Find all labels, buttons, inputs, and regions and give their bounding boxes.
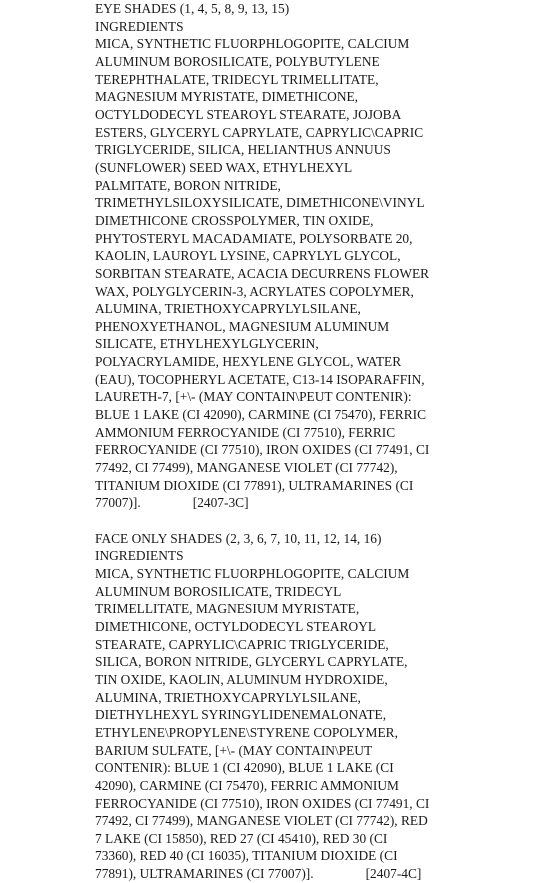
ingredient-line: 42090), CARMINE (CI 75470), FERRIC AMMONIUM [95, 777, 399, 793]
ingredient-line: (SUNFLOWER) SEED WAX, ETHYLHEXYL [95, 159, 353, 175]
ingredient-line: 7 LAKE (CI 15850), RED 27 (CI 45410), RED 30 (CI [95, 830, 388, 846]
ingredient-last-text: 77007)]. [95, 495, 141, 511]
ingredient-line: TEREPHTHALATE, TRIDECYL TRIMELLITATE, [95, 71, 379, 87]
ingredient-line: ALUMINUM BOROSILICATE, TRIDECYL [95, 583, 342, 599]
ingredients-document [95, 0, 540, 883]
ingredient-line: MICA, SYNTHETIC FLUORPHLOGOPITE, CALCIUM [95, 565, 410, 581]
ingredient-line: (EAU), TOCOPHERYL ACETATE, C13-14 ISOPARAFFIN, [95, 371, 425, 387]
ingredients-label: INGREDIENTS [95, 548, 184, 564]
section-heading: EYE SHADES (1, 4, 5, 8, 9, 13, 15) [95, 1, 290, 16]
ingredient-line: KAOLIN, LAUROYL LYSINE, CAPRYLYL GLYCOL, [95, 248, 401, 264]
eye-shades-section [95, 0, 540, 512]
ingredient-lines [95, 565, 540, 883]
ingredient-line: ALUMINA, TRIETHOXYCAPRYLYLSILANE, [95, 689, 361, 705]
ingredient-line: BLUE 1 LAKE (CI 42090), CARMINE (CI 75470), FERRIC [95, 407, 427, 423]
ingredient-line: TRIMELLITATE, MAGNESIUM MYRISTATE, [95, 601, 360, 617]
ingredient-line: PALMITATE, BORON NITRIDE, [95, 177, 281, 193]
ingredient-line: ALUMINA, TRIETHOXYCAPRYLYLSILANE, [95, 301, 361, 317]
ingredient-line: 73360), RED 40 (CI 16035), TITANIUM DIOXIDE (CI [95, 848, 398, 864]
ingredient-line: DIETHYLHEXYL SYRINGYLIDENEMALONATE, [95, 707, 387, 723]
ingredient-line: 77492, CI 77499), MANGANESE VIOLET (CI 77742), [95, 460, 398, 476]
ingredient-line: MAGNESIUM MYRISTATE, DIMETHICONE, [95, 89, 359, 105]
formula-code: [2407-3C] [192, 495, 249, 511]
ingredient-last-line [95, 865, 540, 883]
ingredient-line: WAX, POLYGLYCERIN-3, ACRYLATES COPOLYMER, [95, 283, 414, 299]
ingredient-line: DIMETHICONE, OCTYLDODECYL STEAROYL [95, 618, 377, 634]
ingredient-line: ESTERS, GLYCERYL CAPRYLATE, CAPRYLIC\CAPRIC [95, 124, 424, 140]
ingredient-last-text: 77891), ULTRAMARINES (CI 77007)]. [95, 866, 314, 882]
ingredient-line: STEARATE, CAPRYLIC\CAPRIC TRIGLYCERIDE, [95, 636, 389, 652]
ingredient-line: PHENOXYETHANOL, MAGNESIUM ALUMINUM [95, 318, 390, 334]
ingredient-line: MICA, SYNTHETIC FLUORPHLOGOPITE, CALCIUM [95, 36, 410, 52]
ingredient-line: LAURETH-7, [+\- (MAY CONTAIN\PEUT CONTENIR): [95, 389, 412, 405]
ingredient-line: SILICA, BORON NITRIDE, GLYCERYL CAPRYLATE, [95, 654, 408, 670]
section-heading: FACE ONLY SHADES (2, 3, 6, 7, 10, 11, 12, 14, 16) [95, 530, 382, 546]
ingredient-line: AMMONIUM FERROCYANIDE (CI 77510), FERRIC [95, 424, 396, 440]
ingredient-line: PHYTOSTERYL MACADAMIATE, POLYSORBATE 20, [95, 230, 413, 246]
face-only-shades-section [95, 530, 540, 883]
ingredient-line: POLYACRYLAMIDE, HEXYLENE GLYCOL, WATER [95, 354, 402, 370]
ingredient-line: TITANIUM DIOXIDE (CI 77891), ULTRAMARINES (CI [95, 477, 414, 493]
formula-code: [2407-4C] [365, 866, 422, 882]
ingredient-line: TIN OXIDE, KAOLIN, ALUMINUM HYDROXIDE, [95, 671, 388, 687]
ingredient-line: ETHYLENE\PROPYLENE\STYRENE COPOLYMER, [95, 724, 398, 740]
ingredient-line: FERROCYANIDE (CI 77510), IRON OXIDES (CI 77491, CI [95, 442, 430, 458]
ingredient-line: DIMETHICONE CROSSPOLYMER, TIN OXIDE, [95, 212, 374, 228]
ingredient-line: TRIGLYCERIDE, SILICA, HELIANTHUS ANNUUS [95, 142, 391, 158]
ingredient-line: SILICATE, ETHYLHEXYLGLYCERIN, [95, 336, 319, 352]
ingredients-label: INGREDIENTS [95, 18, 184, 34]
ingredient-line: 77492, CI 77499), MANGANESE VIOLET (CI 77742), RED [95, 813, 428, 829]
ingredient-line: SORBITAN STEARATE, ACACIA DECURRENS FLOWER [95, 265, 430, 281]
ingredient-last-line [95, 494, 540, 512]
ingredient-line: CONTENIR): BLUE 1 (CI 42090), BLUE 1 LAKE (CI [95, 760, 394, 776]
ingredient-line: OCTYLDODECYL STEAROYL STEARATE, JOJOBA [95, 106, 402, 122]
ingredient-line: BARIUM SULFATE, [+\- (MAY CONTAIN\PEUT [95, 742, 373, 758]
ingredient-lines [95, 35, 540, 512]
ingredient-line: TRIMETHYLSILOXYSILICATE, DIMETHICONE\VINYL [95, 195, 425, 211]
ingredient-line: FERROCYANIDE (CI 77510), IRON OXIDES (CI 77491, CI [95, 795, 430, 811]
ingredient-line: ALUMINUM BOROSILICATE, POLYBUTYLENE [95, 53, 380, 69]
